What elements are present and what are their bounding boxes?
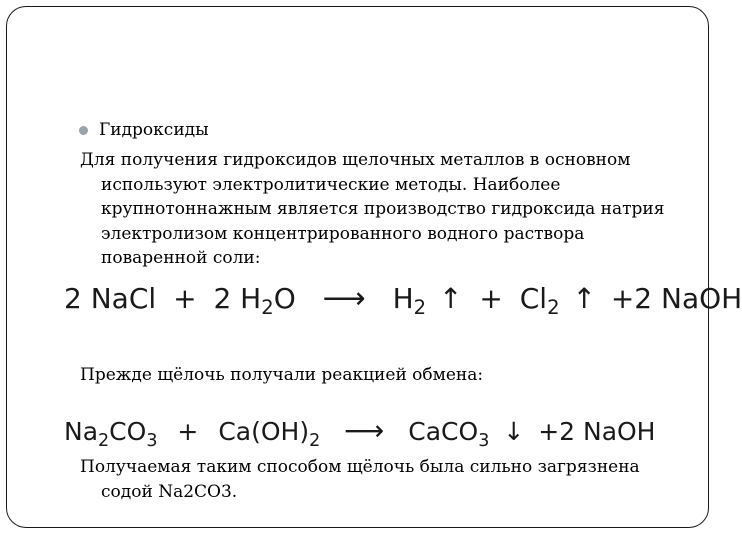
equation-electrolysis bbox=[64, 281, 742, 319]
eq-product-caco3: CaCO$_3$ bbox=[408, 417, 490, 451]
eq-product-h2: $H_2$ bbox=[392, 282, 427, 319]
eq-arrow: ⟶ bbox=[344, 414, 385, 447]
eq-gas-arrow: ↑ bbox=[572, 282, 596, 315]
eq-precipitate-arrow: ↓ bbox=[503, 417, 525, 446]
eq-product-cl2: $Cl_2$ bbox=[519, 282, 560, 319]
paragraph-impurity bbox=[80, 455, 640, 504]
bullet-icon bbox=[79, 126, 88, 135]
eq-reactant-na2co3: $Na_2CO_3$ bbox=[64, 417, 158, 451]
eq-reactant-water: 2 $H_2O$ bbox=[213, 282, 296, 319]
eq-product-naoh: +2 NaOH bbox=[610, 282, 742, 315]
eq-product-naoh: +2 NaOH bbox=[538, 417, 656, 446]
eq-gas-arrow: ↑ bbox=[439, 282, 463, 315]
paragraph-electrolysis bbox=[80, 148, 664, 271]
eq-reactant-nacl: 2 NaCl bbox=[64, 282, 157, 315]
eq-plus: + bbox=[479, 282, 503, 315]
paragraph-line: содой Na2CO3. bbox=[101, 481, 238, 502]
paragraph-line: крупнотоннажным является производство гидроксида натрия bbox=[101, 199, 665, 219]
eq-arrow: ⟶ bbox=[322, 281, 366, 316]
paragraph-line: поваренной соли: bbox=[101, 248, 261, 268]
paragraph-line: электролизом концентрированного водного раствора bbox=[101, 223, 585, 244]
equation-exchange bbox=[64, 414, 656, 451]
paragraph-exchange: Прежде щёлочь получали реакцией обмена: bbox=[80, 365, 484, 385]
eq-plus: + bbox=[173, 282, 197, 315]
eq-reactant-caoh2: $Ca(OH)_2$ bbox=[218, 417, 321, 451]
paragraph-line: Для получения гидроксидов щелочных металлов в основном bbox=[80, 150, 631, 170]
paragraph-line: Получаемая таким способом щёлочь была сильно загрязнена bbox=[80, 457, 640, 477]
eq-plus: + bbox=[177, 417, 199, 446]
heading-label: Гидроксиды bbox=[99, 120, 209, 140]
paragraph-line: используют электролитические методы. Наиболее bbox=[101, 174, 561, 195]
